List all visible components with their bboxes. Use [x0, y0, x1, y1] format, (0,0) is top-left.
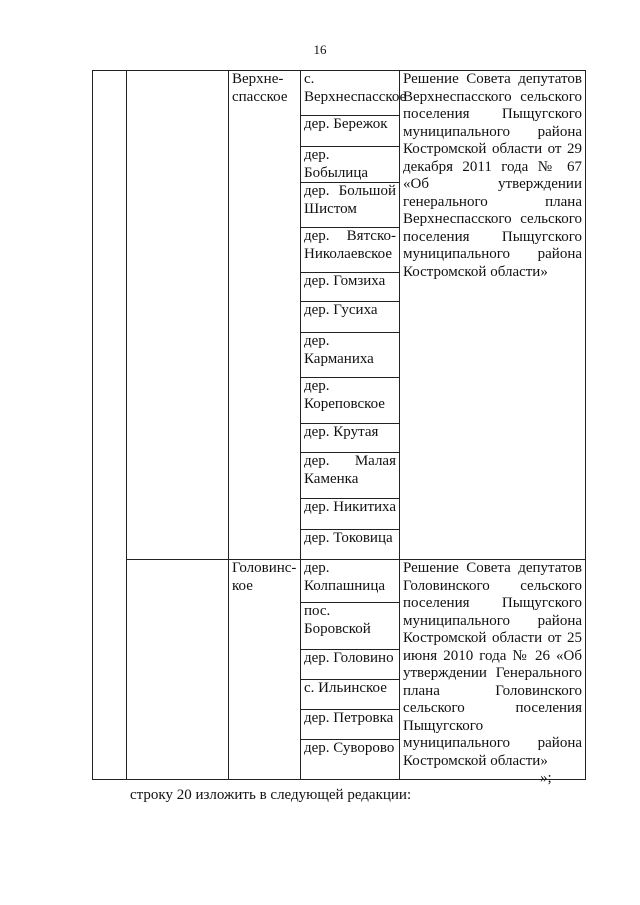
locality-cell: дер. Токовица [301, 530, 400, 560]
settlement-name: Головинс-кое [229, 560, 301, 780]
decision-cell: Решение Совета депутатов Верхнеспасского сельского поселения Пыщугского муниципального района Костромской области от 29 декабря 2011 года № 67 «Об утверждении генерального плана Верхнеспасского сельского поселения Пыщугского муниципального района Костромской области» [400, 71, 586, 560]
locality-cell: дер. Вятско-Николаевское [301, 228, 400, 273]
row-number-cell [93, 71, 127, 780]
locality-cell: дер. Карманиха [301, 333, 400, 378]
locality-cell: дер. Гомзиха [301, 273, 400, 302]
locality-cell: пос. Боровской [301, 603, 400, 650]
district-cell [127, 71, 229, 560]
locality-cell: дер. Бобылица [301, 147, 400, 183]
locality-cell: дер. Никитиха [301, 499, 400, 530]
page-number: 16 [313, 42, 327, 57]
locality-cell: с. Ильинское [301, 680, 400, 710]
decision-cell: Решение Совета депутатов Головинского сельского поселения Пыщугского муниципального района Костромской области от 25 июня 2010 года № 26 «Об утверждении Генерального плана Головинского сельского поселения Пыщугского муниципального района Костромской области» [400, 560, 586, 780]
locality-cell: дер. Петровка [301, 710, 400, 740]
locality-cell: дер. Большой Шистом [301, 183, 400, 228]
locality-cell: дер. Малая Каменка [301, 453, 400, 499]
locality-cell: дер. Гусиха [301, 302, 400, 333]
locality-cell: дер. Головино [301, 650, 400, 680]
locality-cell: дер. Колпашница [301, 560, 400, 603]
locality-cell: дер. Суворово [301, 740, 400, 780]
amendment-instruction: строку 20 изложить в следующей редакции: [130, 787, 412, 803]
locality-cell: с. Верхнеспасское [301, 71, 400, 116]
locality-cell: дер. Бережок [301, 116, 400, 147]
district-cell [127, 560, 229, 780]
locality-cell: дер. Кореповское [301, 378, 400, 424]
table-row [93, 560, 586, 603]
settlement-name: Верхне-спасское [229, 71, 301, 560]
settlements-table [92, 70, 586, 780]
closing-quote-mark: »; [540, 770, 552, 786]
table-row [93, 71, 586, 116]
locality-cell: дер. Крутая [301, 424, 400, 453]
